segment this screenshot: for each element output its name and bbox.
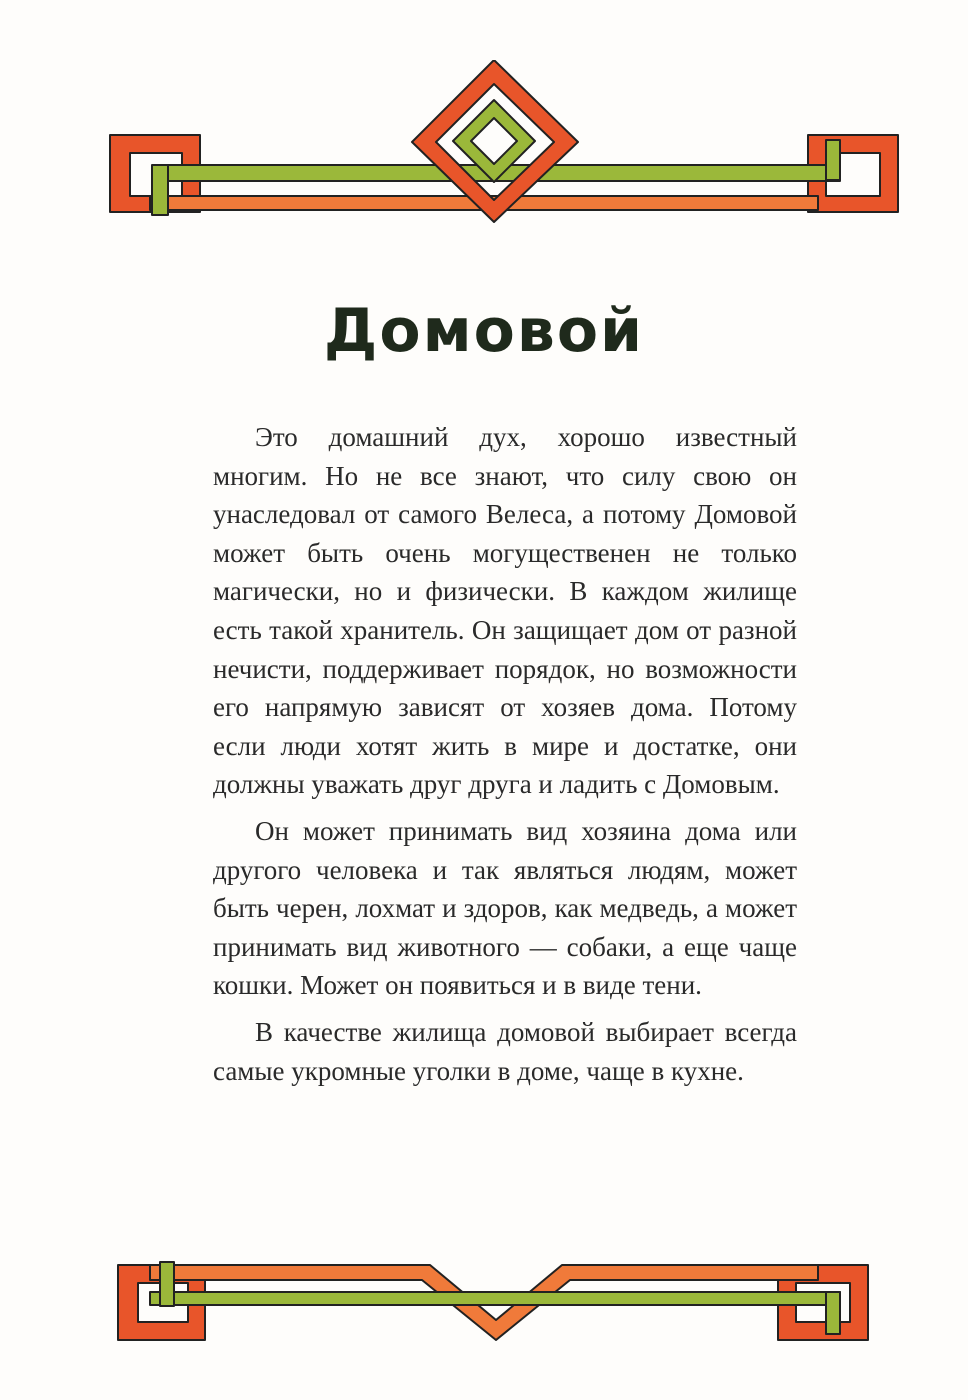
page-title: Домовой — [323, 296, 645, 366]
body-text — [213, 418, 797, 1098]
paragraph: Это домашний дух, хорошо известный многим. Но не все знают, что силу свою он унаследовал от самого Велеса, а потому Домовой может быть очень могущественен не только магически, но и физически. В каждом жилище есть такой хранитель. Он защищает дом от разной нечисти, поддерживает порядок, но возможности его напрямую зависят от хозяев дома. Потому если люди хотят жить в мире и достатке, они должны уважать друг друга и ладить с Домовым. — [213, 422, 797, 800]
paragraph: Он может принимать вид хозяина дома или другого человека и так являться людям, может быть черен, лохмат и здоров, как медведь, а может принимать вид животного — собаки, а еще чаще кошки. Может он появиться и в виде тени. — [213, 815, 797, 1001]
bottom-ornament — [0, 1240, 968, 1380]
paragraph: В качестве жилища домовой выбирает всегда самые укромные уголки в доме, чаще в кухне. — [213, 1016, 797, 1086]
top-ornament — [0, 60, 968, 240]
